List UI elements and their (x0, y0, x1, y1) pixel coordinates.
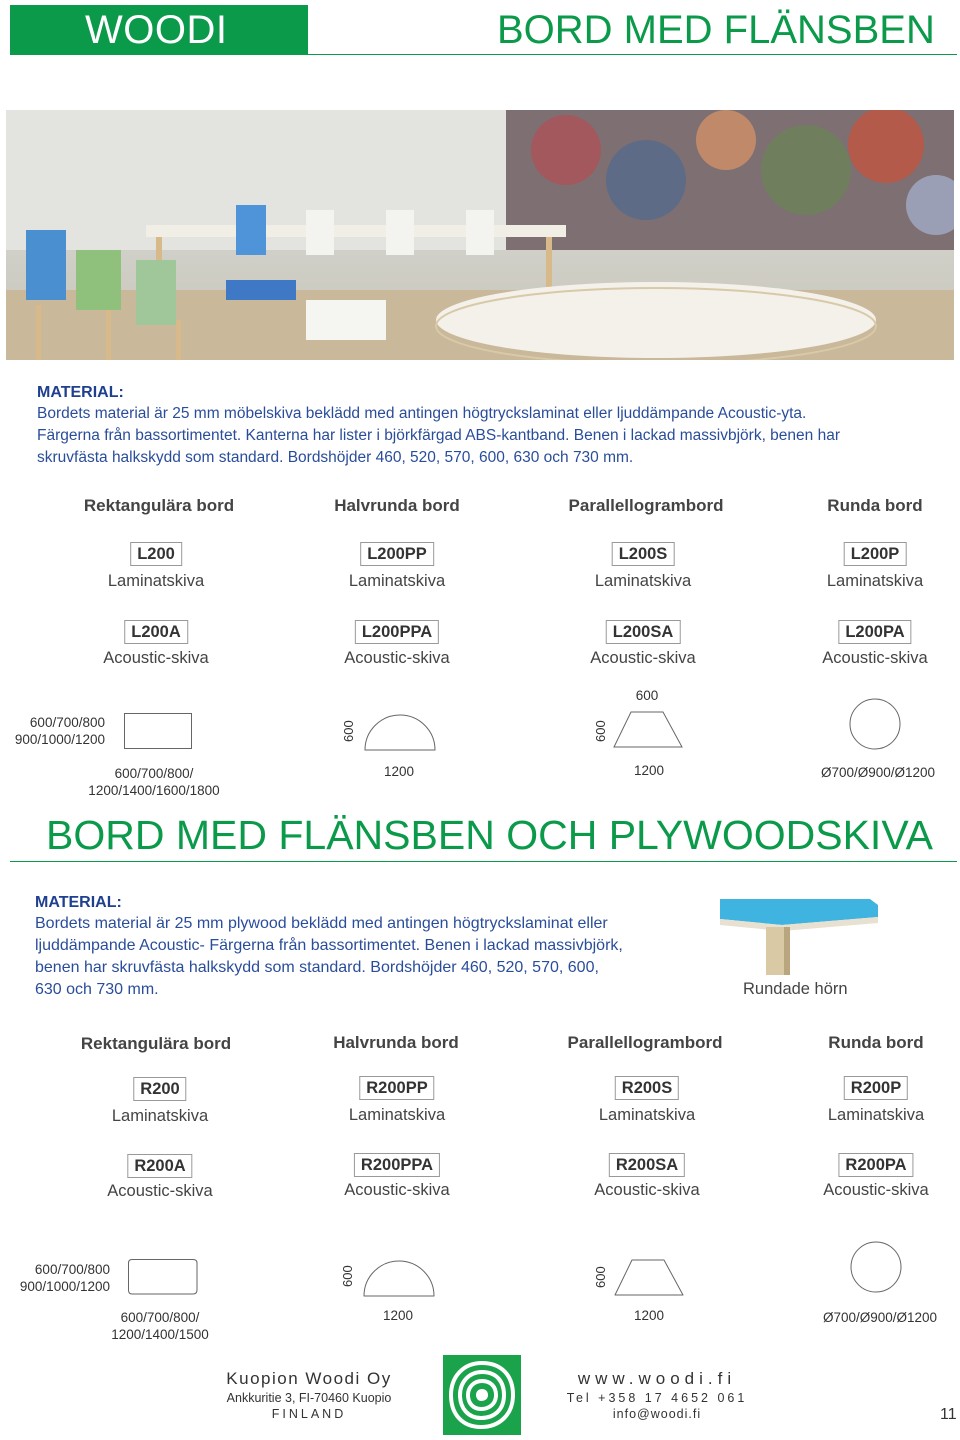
product-code: R200P (844, 1076, 908, 1100)
section-title: BORD MED FLÄNSBEN OCH PLYWOODSKIVA (46, 812, 933, 858)
product-code: R200 (133, 1077, 186, 1101)
product-code: R200PA (838, 1153, 913, 1177)
product-code: L200SA (606, 620, 681, 644)
website-link[interactable]: www.woodi.fi (577, 1369, 737, 1388)
material-line: ljuddämpande Acoustic- Färgerna från bassortimentet. Benen i lackad massivbjörk, (35, 937, 623, 954)
round-diameter-dimension: Ø700/Ø900/Ø1200 (822, 1310, 938, 1325)
top-type-label: Acoustic-skiva (822, 649, 928, 667)
material-line: Bordets material är 25 mm möbelskiva beklädd med antingen högtryckslaminat eller ljuddämpande Acoustic-yta. (37, 405, 807, 422)
half-round-width-dimension: 1200 (382, 1308, 414, 1323)
brand-name: WOODI (85, 8, 228, 52)
parallelogram-width-dimension: 1200 (633, 1308, 665, 1323)
half-round-height-dimension: 600 (341, 720, 356, 742)
dimension-text: 1200/1400/1600/1800 (88, 783, 220, 798)
rect-bottom-dimension (111, 1309, 209, 1343)
email-link[interactable]: info@woodi.fi (612, 1407, 702, 1421)
woodi-logo-icon (443, 1355, 521, 1435)
top-type-label: Acoustic-skiva (344, 1181, 450, 1199)
half-round-height-dimension: 600 (340, 1265, 355, 1287)
material-line: 630 och 730 mm. (35, 981, 159, 998)
column-heading-round: Runda bord (827, 496, 923, 515)
product-code: R200SA (609, 1153, 685, 1177)
parallelogram-table-shape (613, 711, 683, 749)
column-heading-parallelogram: Parallellogrambord (568, 496, 724, 515)
material-label: MATERIAL: (35, 894, 122, 911)
top-type-label: Laminatskiva (107, 572, 205, 590)
column-heading-half-round: Halvrunda bord (333, 1033, 459, 1052)
dimension-text: 600/700/800/ (114, 766, 194, 781)
product-code: R200A (127, 1154, 192, 1178)
half-round-width-dimension: 1200 (383, 764, 415, 779)
classroom-photo (6, 110, 954, 360)
material-line: skruvfästa halkskydd som standard. Bordshöjder 460, 520, 570, 600, 630 och 730 mm. (37, 449, 634, 466)
material-label: MATERIAL: (37, 384, 124, 401)
rectangular-table-shape (124, 713, 192, 749)
dimension-text: 600/700/800 (29, 715, 105, 730)
rounded-corner-photo (720, 897, 878, 975)
column-heading-parallelogram: Parallellogrambord (567, 1033, 723, 1052)
top-type-label: Laminatskiva (348, 1106, 446, 1124)
round-table-shape (849, 698, 901, 750)
material-line: Bordets material är 25 mm plywood beklädd med antingen högtryckslaminat eller (35, 915, 608, 932)
top-type-label: Laminatskiva (348, 572, 446, 590)
phone-number: Tel +358 17 4652 061 (566, 1391, 748, 1405)
material-description (37, 403, 952, 469)
product-code: R200PPA (354, 1153, 440, 1177)
rectangular-table-shape (128, 1259, 198, 1295)
dimension-text: 900/1000/1200 (19, 1279, 110, 1294)
parallelogram-top-dimension: 600 (635, 688, 659, 703)
rect-bottom-dimension (88, 765, 219, 799)
corner-caption: Rundade hörn (743, 980, 848, 998)
parallelogram-height-dimension: 600 (593, 720, 608, 742)
material-line: Färgerna från bassortimentet. Kanterna har lister i björkfärgad ABS-kantband. Benen i lackad massivbjörk, benen har (37, 427, 840, 444)
top-type-label: Acoustic-skiva (103, 649, 209, 667)
company-name: Kuopion Woodi Oy (226, 1369, 392, 1388)
round-table-shape (850, 1241, 902, 1293)
dimension-text: 600/700/800/ (120, 1310, 200, 1325)
half-round-table-shape (364, 714, 436, 752)
product-code: L200PPA (355, 620, 439, 644)
material-line: benen har skruvfästa halkskydd som standard. Bordshöjder 460, 520, 570, 600, (35, 959, 599, 976)
page-title: BORD MED FLÄNSBEN (497, 8, 935, 52)
product-code: L200PA (838, 620, 911, 644)
product-code: L200 (130, 542, 182, 566)
top-type-label: Acoustic-skiva (594, 1181, 700, 1199)
half-round-table-shape (363, 1260, 435, 1298)
product-code: R200PP (359, 1076, 434, 1100)
classroom-illustration (6, 110, 954, 360)
section-rule (10, 861, 957, 862)
material-description (35, 913, 705, 1001)
top-type-label: Laminatskiva (598, 1106, 696, 1124)
product-code: L200PP (360, 542, 434, 566)
top-type-label: Laminatskiva (111, 1107, 209, 1125)
top-type-label: Acoustic-skiva (107, 1182, 213, 1200)
product-code: L200A (124, 620, 188, 644)
page-number: 11 (940, 1406, 957, 1423)
rect-side-dimension (0, 714, 105, 748)
header-rule (10, 54, 957, 55)
top-type-label: Acoustic-skiva (344, 649, 450, 667)
dimension-text: 1200/1400/1500 (111, 1327, 209, 1342)
column-heading-rectangular: Rektangulära bord (80, 1034, 232, 1053)
parallelogram-height-dimension: 600 (593, 1266, 608, 1288)
top-type-label: Laminatskiva (827, 1106, 925, 1124)
dimension-text: 600/700/800 (34, 1262, 110, 1277)
product-code: L200P (844, 542, 907, 566)
top-type-label: Acoustic-skiva (590, 649, 696, 667)
product-code: L200S (612, 542, 675, 566)
product-code: R200S (615, 1076, 679, 1100)
top-type-label: Laminatskiva (826, 572, 924, 590)
column-heading-rectangular: Rektangulära bord (83, 496, 235, 515)
parallelogram-table-shape (614, 1259, 684, 1297)
rect-side-dimension (0, 1261, 110, 1295)
company-address: Ankkuritie 3, FI-70460 Kuopio (226, 1391, 392, 1405)
round-diameter-dimension: Ø700/Ø900/Ø1200 (820, 765, 936, 780)
column-heading-round: Runda bord (828, 1033, 924, 1052)
top-type-label: Laminatskiva (594, 572, 692, 590)
company-country: FINLAND (271, 1407, 347, 1421)
column-heading-half-round: Halvrunda bord (334, 496, 460, 515)
dimension-text: 900/1000/1200 (14, 732, 105, 747)
top-type-label: Acoustic-skiva (823, 1181, 929, 1199)
parallelogram-width-dimension: 1200 (633, 763, 665, 778)
